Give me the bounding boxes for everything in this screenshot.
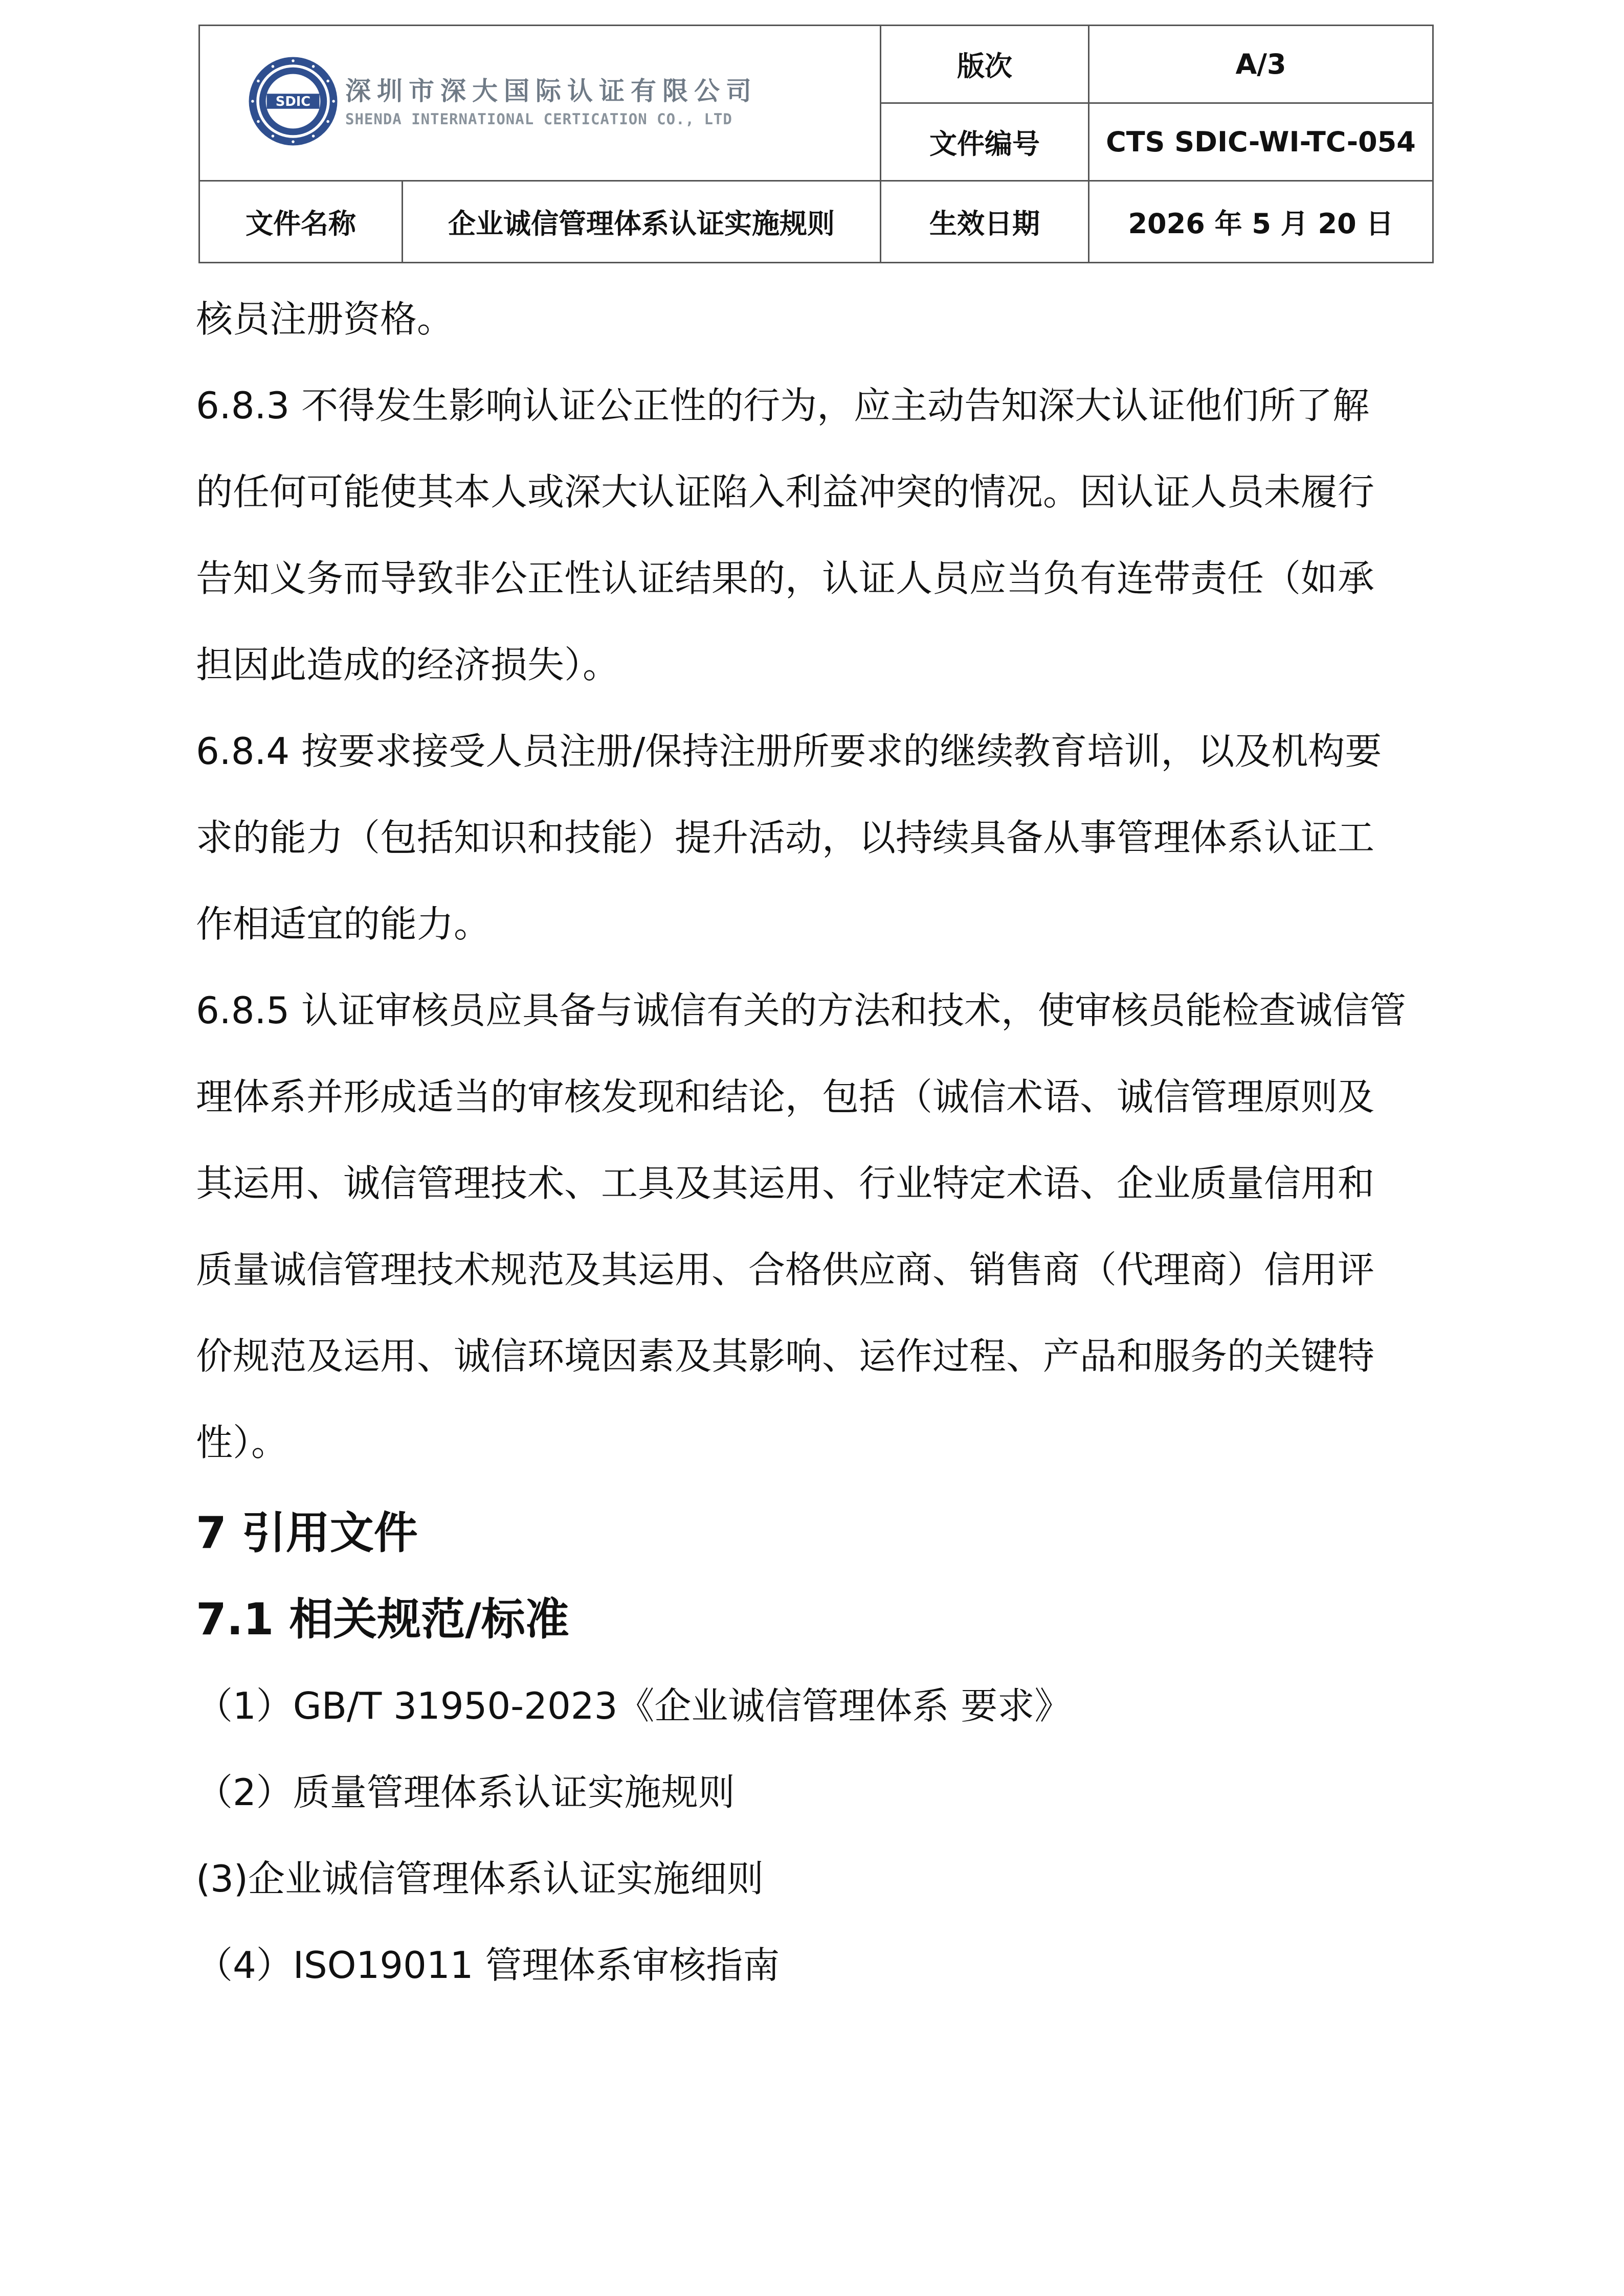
text-line: 核员注册资格。 [196, 298, 454, 341]
text-line: 的任何可能使其本人或深大认证陷入利益冲突的情况。因认证人员未履行 [196, 470, 1375, 513]
text-line: 质量诚信管理技术规范及其运用、合格供应商、销售商（代理商）信用评 [196, 1248, 1375, 1291]
company-name-cn: 深圳市深大国际认证有限公司 [345, 76, 758, 106]
paragraph-6-8-3 [196, 363, 1447, 708]
paragraph-intro [196, 276, 1447, 363]
text-line: 告知义务而导致非公正性认证结果的，认证人员应当负有连带责任（如承 [196, 557, 1375, 600]
doc-number-value: CTS SDIC-WI-TC-054 [1089, 103, 1433, 181]
text-line: 6.8.4 按要求接受人员注册/保持注册所要求的继续教育培训，以及机构要 [196, 730, 1382, 773]
company-logo-cell [199, 26, 881, 181]
text-line: 6.8.5 认证审核员应具备与诚信有关的方法和技术，使审核员能检查诚信管 [196, 989, 1407, 1032]
version-label: 版次 [881, 26, 1089, 103]
doc-name-value: 企业诚信管理体系认证实施规则 [403, 181, 881, 263]
text-line: 性）。 [196, 1421, 288, 1464]
section-heading-7-1: 7.1 相关规范/标准 [196, 1594, 569, 1645]
effective-date-value: 2026 年 5 月 20 日 [1089, 181, 1433, 263]
svg-text:SDIC: SDIC [275, 94, 311, 110]
document-header-table [198, 25, 1434, 263]
company-name-en: SHENDA INTERNATIONAL CERTICATION CO., LTD [345, 110, 732, 128]
reference-item: （4）ISO19011 管理体系审核指南 [196, 1944, 780, 1987]
text-line: 担因此造成的经济损失）。 [196, 643, 620, 686]
doc-name-label: 文件名称 [199, 181, 403, 263]
paragraph-6-8-4 [196, 708, 1447, 967]
version-value: A/3 [1089, 26, 1433, 103]
reference-item: （1）GB/T 31950-2023《企业诚信管理体系 要求》 [196, 1684, 1072, 1727]
reference-item: （2）质量管理体系认证实施规则 [196, 1771, 735, 1814]
text-line: 价规范及运用、诚信环境因素及其影响、运作过程、产品和服务的关键特 [196, 1335, 1375, 1378]
text-line: 作相适宜的能力。 [196, 903, 491, 946]
doc-number-label: 文件编号 [881, 103, 1089, 181]
document-body [196, 276, 1447, 2009]
section-heading-7: 7 引用文件 [196, 1507, 418, 1559]
reference-item: (3)企业诚信管理体系认证实施细则 [196, 1857, 764, 1900]
text-line: 6.8.3 不得发生影响认证公正性的行为，应主动告知深大认证他们所了解 [196, 384, 1370, 427]
company-logo [246, 54, 758, 148]
effective-date-label: 生效日期 [881, 181, 1089, 263]
text-line: 理体系并形成适当的审核发现和结论，包括（诚信术语、诚信管理原则及 [196, 1075, 1375, 1118]
text-line: 其运用、诚信管理技术、工具及其运用、行业特定术语、企业质量信用和 [196, 1162, 1375, 1205]
sdic-seal-icon [246, 54, 340, 148]
text-line: 求的能力（包括知识和技能）提升活动，以持续具备从事管理体系认证工 [196, 816, 1375, 859]
paragraph-6-8-5 [196, 967, 1447, 1486]
